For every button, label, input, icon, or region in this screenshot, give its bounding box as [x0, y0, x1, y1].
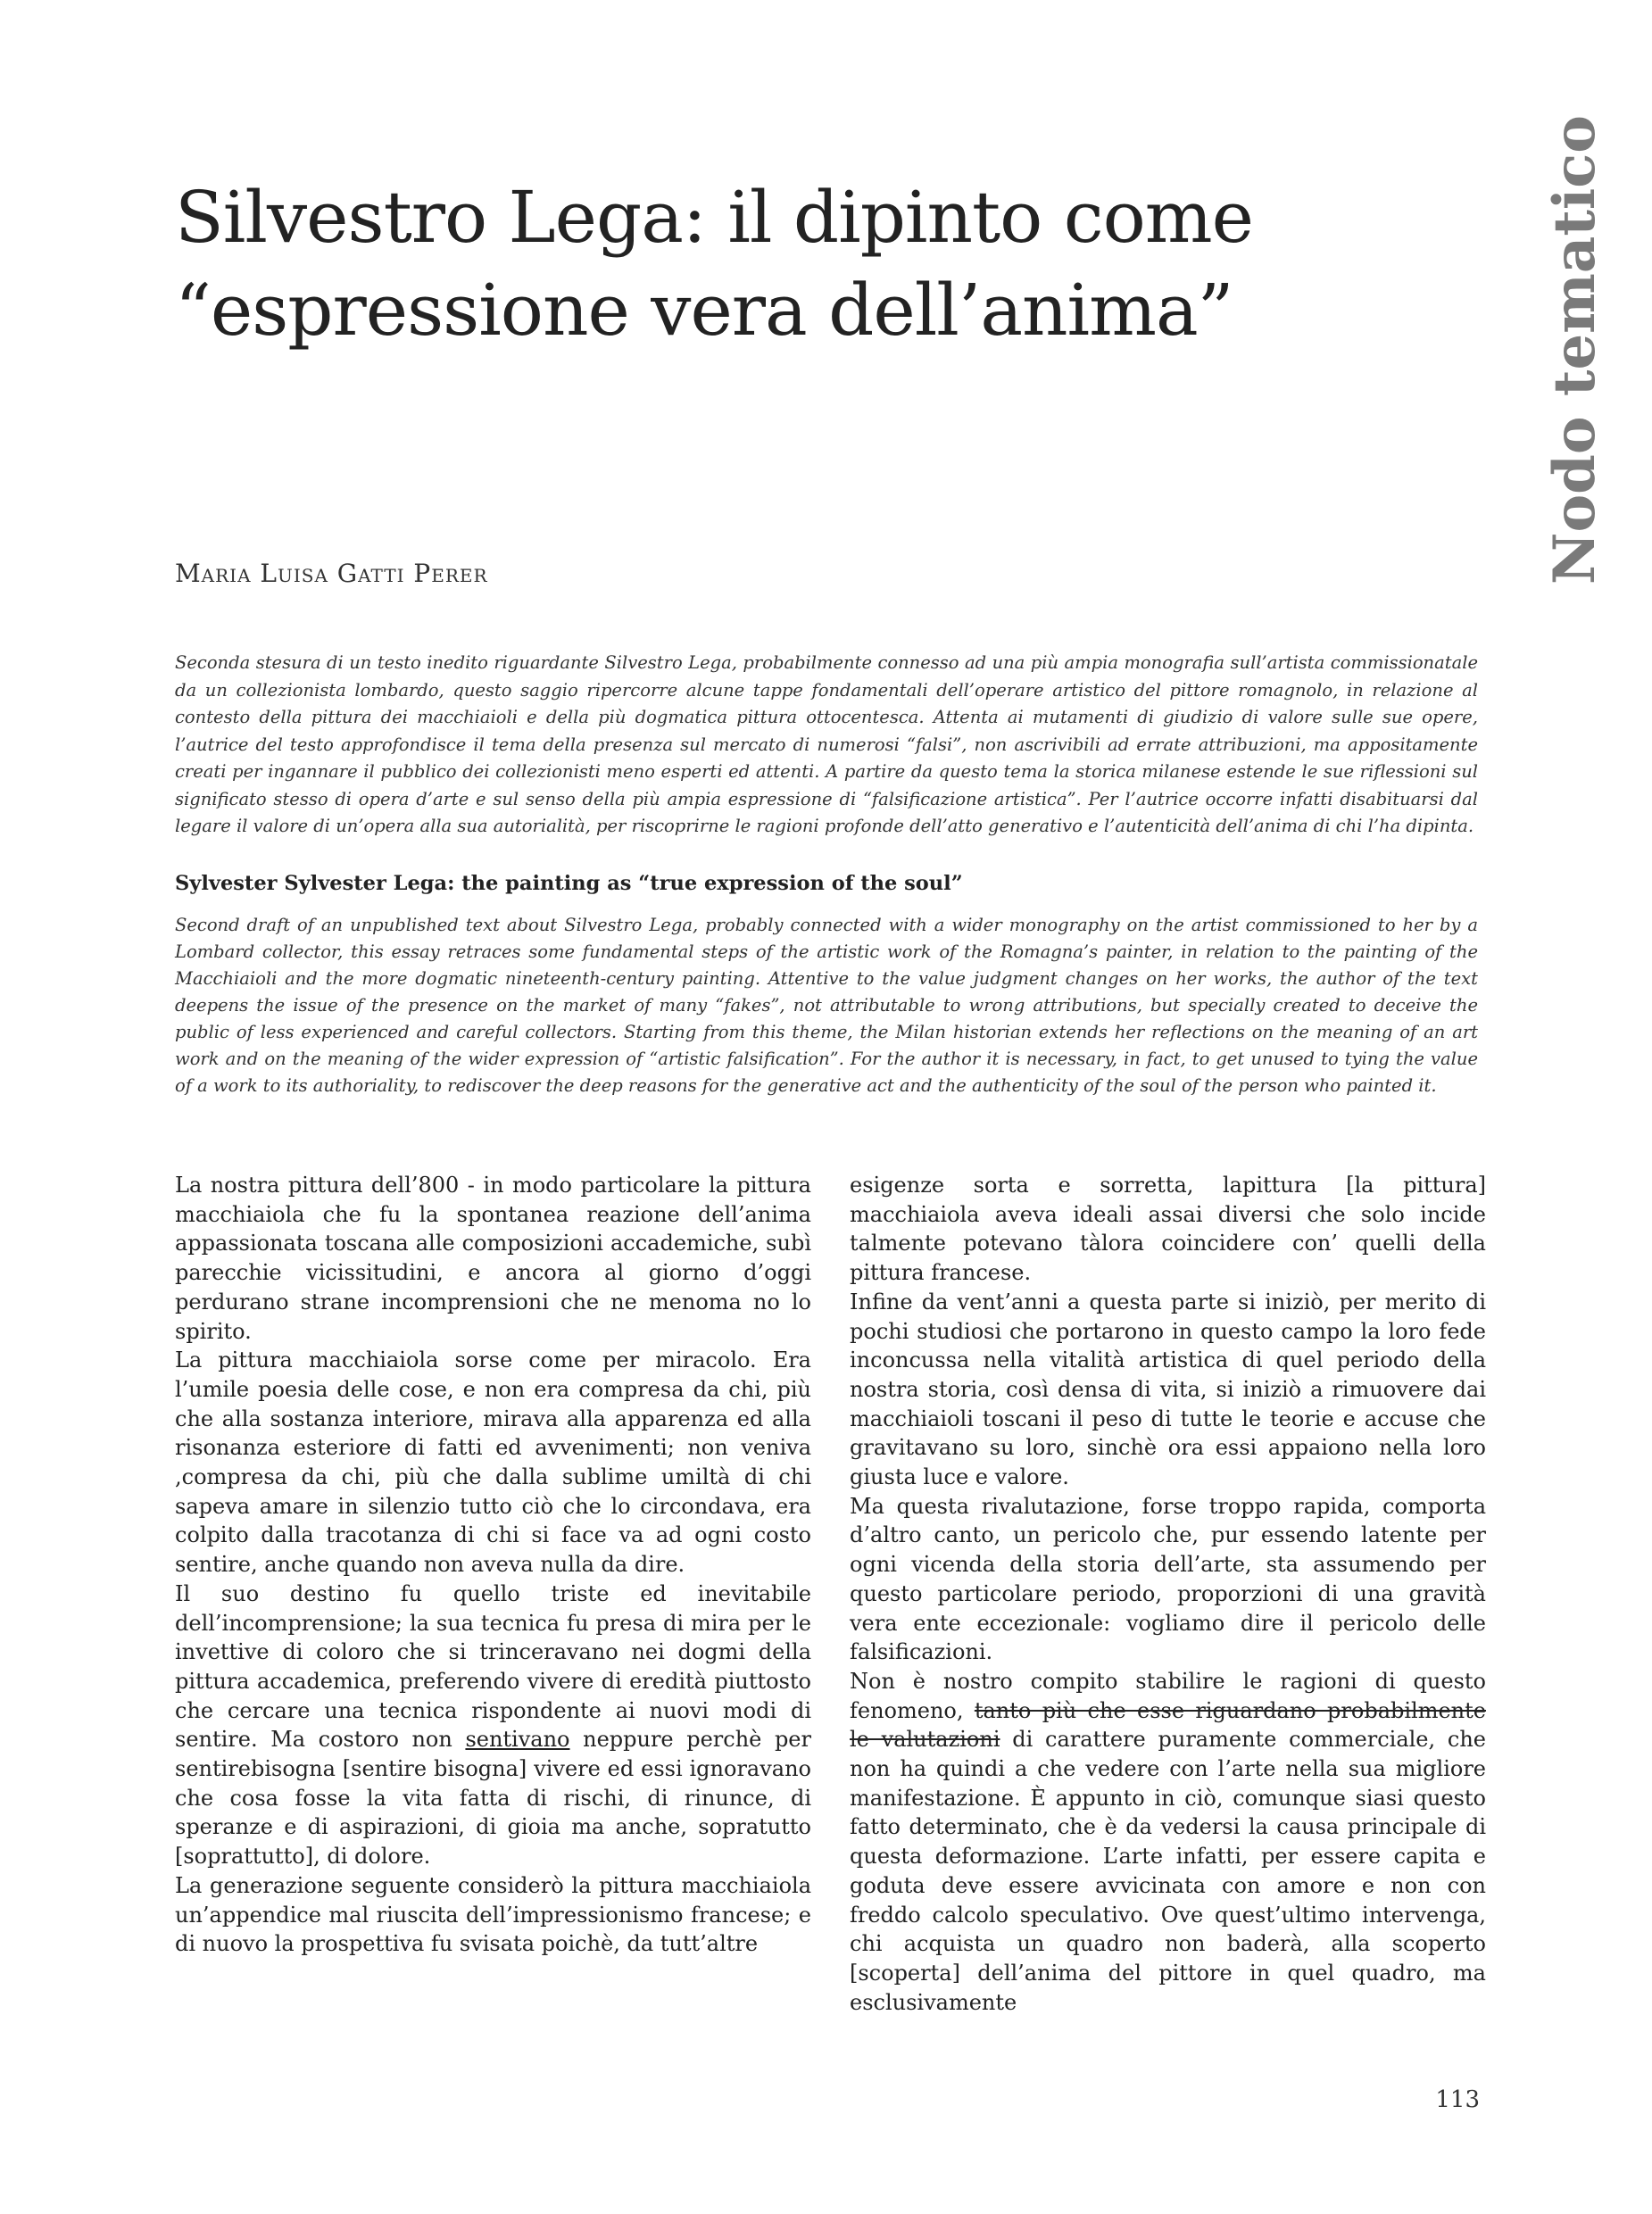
body-paragraph: La pittura macchiaiola sorse come per miracolo. Era l’umile poesia delle cose, e non era compresa da chi, più che alla sostanza interiore, mirava alla apparenza ed alla risonanza esteriore di fatti ed avvenimenti; non veniva ,compresa da chi, più che dalla sublime umiltà di chi sapeva amare in silenzio tutto ciò che lo circondava, era colpito dalla tracotanza di chi si face va ad ogni costo sentire, anche quando non aveva nulla da dire.	[175, 1347, 811, 1578]
abstract-english: Second draft of an unpublished text about Silvestro Lega, probably connected with a wider monography on the artist commissioned to her by a Lombard collector, this essay retraces some fundamental steps of the artistic work of the Romagna’s painter, in relation to the painting of the Macchiaioli and the more dogmatic nineteenth-century painting. Attentive to the value judgment changes on her works, the author of the text deepens the issue of the presence on the market of many “fakes”, not attributable to wrong attributions, but specially created to deceive the public of less experienced and careful collectors. Starting from this theme, the Milan historian extends her reflections on the meaning of an art work and on the meaning of the wider expression of “artistic falsification”. For the author it is necessary, in fact, to get unused to tying the value of a work to its authoriality, to rediscover the deep reasons for the generative act and the authenticity of the soul of the person who painted it.	[175, 915, 1478, 1096]
text-run: Non è nostro compito stabilire le ragioni di questo fenomeno,	[850, 1668, 1486, 1723]
struck-through-text: tanto più che esse riguardano probabilmente le valutazioni	[850, 1697, 1486, 1753]
article-title	[175, 171, 1335, 357]
body-paragraph: Ma questa rivalutazione, forse troppo rapida, comporta d’altro canto, un pericolo che, pur essendo latente per ogni vicenda della storia dell’arte, sta assumendo per questo particolare periodo, proporzioni di una gravità vera ente eccezionale: vogliamo dire il pericolo delle falsificazioni.	[850, 1493, 1486, 1665]
body-paragraph	[850, 1667, 1486, 2017]
title-line-2: “espressione vera dell’anima”	[175, 269, 1233, 352]
body-paragraph: Infine da vent’anni a questa parte si iniziò, per merito di pochi studiosi che portarono in questo campo la loro fede inconcussa nella vitalità artistica di quel periodo della nostra storia, così densa di vita, si iniziò a rimuovere dai macchiaioli toscani il peso di tutte le teorie e accuse che gravitavano su loro, sinchè ora essi appaiono nella loro giusta luce e valore.	[850, 1289, 1486, 1490]
english-title: Sylvester Sylvester Lega: the painting as “true expression of the soul”	[175, 872, 963, 895]
body-paragraph	[175, 1580, 811, 1871]
body-paragraph: La nostra pittura dell’800 - in modo particolare la pittura macchiaiola che fu la spontanea reazione dell’anima appassionata toscana alle composizioni accademiche, subì parecchie vicissitudini, e ancora al giorno d’oggi perdurano strane incomprensioni che ne menoma no lo spirito.	[175, 1173, 811, 1344]
text-run: Il suo destino fu quello triste ed inevitabile dell’incomprensione; la sua tecnica fu presa di mira per le invettive di coloro che si trinceravano nei dogmi della pittura accademica, preferendo vivere di eredità piuttosto che cercare una tecnica rispondente ai nuovi modi di sentire. Ma costoro non	[175, 1580, 811, 1753]
abstract-italian: Seconda stesura di un testo inedito riguardante Silvestro Lega, probabilmente connesso ad una più ampia monografia sull’artista commissionatale da un collezionista lombardo, questo saggio ripercorre alcune tappe fondamentali dell’operare artistico del pittore romagnolo, in relazione al contesto della pittura dei macchiaioli e della più dogmatica pittura ottocentesca. Attenta ai mutamenti di giudizio di valore sulle sue opere, l’autrice del testo approfondisce il tema della presenza sul mercato di numerosi “falsi”, non ascrivibili ad errate attribuzioni, ma appositamente creati per ingannare il pubblico dei collezionisti meno esperti ed attenti. A partire da questo tema la storica milanese estende le sue riflessioni sul significato stesso di opera d’arte e sul senso della più ampia espressione di “falsificazione artistica”. Per l’autrice occorre infatti disabituarsi dal legare il valore di un’opera alla sua autorialità, per riscoprirne le ragioni profonde dell’atto generativo e l’autenticità dell’anima di chi l’ha dipinta.	[175, 652, 1478, 836]
body-paragraph: esigenze sorta e sorretta, lapittura [la pittura] macchiaiola aveva ideali assai diversi che solo incide talmente potevano tàlora coincidere con’ quelli della pittura francese.	[850, 1173, 1486, 1286]
title-line-1: Silvestro Lega: il dipinto come	[175, 176, 1253, 259]
underlined-word: sentivano	[465, 1727, 570, 1753]
text-run: neppure perchè per sentirebisogna [sentire bisogna] vivere ed essi ignoravano che cosa fosse la vita fatta di rischi, di rinunce, di speranze e di aspirazioni, di gioia ma anche, sopratutto [soprattutto], di dolore.	[175, 1727, 811, 1870]
section-side-label: Nodo tematico	[1541, 115, 1608, 585]
body-column-right	[850, 1171, 1486, 2017]
page-number: 113	[1435, 2086, 1480, 2113]
body-column-left	[175, 1171, 811, 1959]
text-run: di carattere puramente commerciale, che non ha quindi a che vedere con l’arte nella sua migliore manifestazione. È appunto in ciò, comunque siasi questo fatto determinato, che è da vedersi la causa principale di questa deformazione. L’arte infatti, per essere capita e goduta deve essere avvicinata con amore e non con freddo calcolo speculativo. Ove quest’ultimo intervenga, chi acquista un quadro non baderà, alla scoperto [scoperta] dell’anima del pittore in quel quadro, ma esclusivamente	[850, 1727, 1486, 2015]
author-name: Maria Luisa Gatti Perer	[175, 559, 488, 588]
body-paragraph: La generazione seguente considerò la pittura macchiaiola un’appendice mal riuscita dell’impressionismo francese; e di nuovo la prospettiva fu svisata poichè, da tutt’altre	[175, 1872, 811, 1957]
